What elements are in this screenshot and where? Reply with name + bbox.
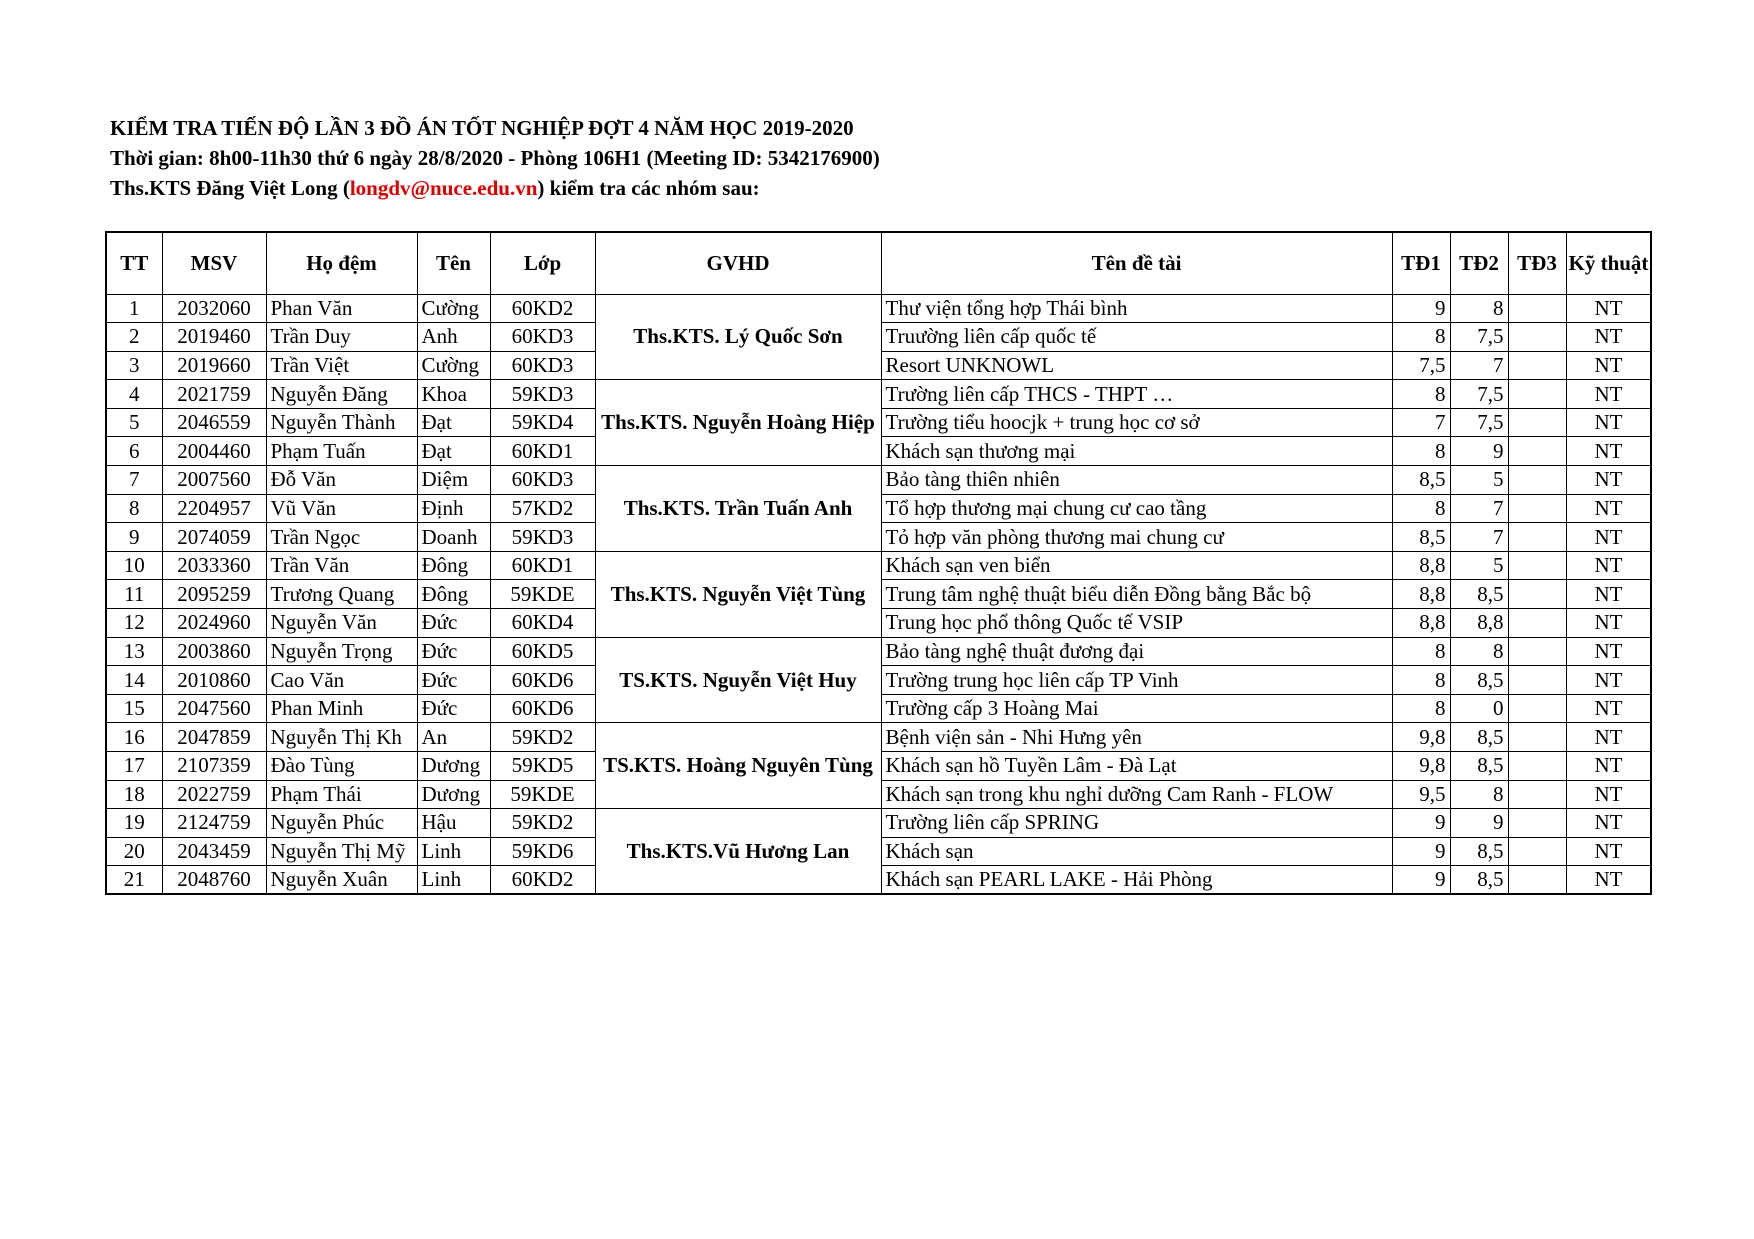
- row-tt: 5: [106, 408, 162, 437]
- col-header-tt: TT: [106, 232, 162, 294]
- row-tt: 2: [106, 323, 162, 352]
- table-header-row: [106, 232, 1651, 294]
- row-td1: 8: [1392, 437, 1450, 466]
- col-header-ho-dem: Họ đệm: [266, 232, 417, 294]
- row-ky-thuat: NT: [1566, 694, 1651, 723]
- row-td2: 5: [1450, 466, 1508, 495]
- row-td3: [1508, 523, 1566, 552]
- examiner-email-link[interactable]: longdv@nuce.edu.vn: [349, 176, 538, 200]
- row-tt: 20: [106, 837, 162, 866]
- row-ho-dem: Phạm Tuấn: [266, 437, 417, 466]
- row-td1: 9,8: [1392, 723, 1450, 752]
- row-msv: 2095259: [162, 580, 266, 609]
- row-lop: 60KD5: [490, 637, 595, 666]
- row-td2: 8,5: [1450, 837, 1508, 866]
- row-td2: 7: [1450, 523, 1508, 552]
- row-ten: Diệm: [417, 466, 490, 495]
- row-ho-dem: Trương Quang: [266, 580, 417, 609]
- row-ten: Đức: [417, 637, 490, 666]
- row-msv: 2047859: [162, 723, 266, 752]
- row-ky-thuat: NT: [1566, 323, 1651, 352]
- row-de-tai: Trường liên cấp SPRING: [881, 809, 1392, 838]
- row-ho-dem: Đỗ Văn: [266, 466, 417, 495]
- row-td3: [1508, 437, 1566, 466]
- row-ho-dem: Phan Văn: [266, 294, 417, 323]
- row-lop: 57KD2: [490, 494, 595, 523]
- row-td1: 9: [1392, 294, 1450, 323]
- row-td3: [1508, 494, 1566, 523]
- row-msv: 2204957: [162, 494, 266, 523]
- row-ten: Anh: [417, 323, 490, 352]
- row-de-tai: Thư viện tổng hợp Thái bình: [881, 294, 1392, 323]
- row-tt: 10: [106, 551, 162, 580]
- row-tt: 16: [106, 723, 162, 752]
- advisor-cell: TS.KTS. Nguyễn Việt Huy: [595, 637, 881, 723]
- row-ho-dem: Trần Ngọc: [266, 523, 417, 552]
- row-de-tai: Khách sạn thương mại: [881, 437, 1392, 466]
- row-tt: 8: [106, 494, 162, 523]
- row-ho-dem: Nguyễn Đăng: [266, 380, 417, 409]
- row-de-tai: Trường trung học liên cấp TP Vinh: [881, 666, 1392, 695]
- row-td3: [1508, 666, 1566, 695]
- col-header-msv: MSV: [162, 232, 266, 294]
- row-ky-thuat: NT: [1566, 494, 1651, 523]
- col-header-ky-thuat: Kỹ thuật: [1566, 232, 1651, 294]
- row-ky-thuat: NT: [1566, 294, 1651, 323]
- row-msv: 2048760: [162, 866, 266, 895]
- row-de-tai: Bảo tàng thiên nhiên: [881, 466, 1392, 495]
- row-td1: 7,5: [1392, 351, 1450, 380]
- row-ho-dem: Trần Duy: [266, 323, 417, 352]
- row-td3: [1508, 837, 1566, 866]
- row-td3: [1508, 551, 1566, 580]
- row-msv: 2004460: [162, 437, 266, 466]
- row-lop: 60KD3: [490, 351, 595, 380]
- table-body: [106, 294, 1651, 894]
- row-td1: 8: [1392, 380, 1450, 409]
- advisor-cell: Ths.KTS.Vũ Hương Lan: [595, 809, 881, 895]
- row-td3: [1508, 609, 1566, 638]
- row-lop: 60KD6: [490, 694, 595, 723]
- row-tt: 3: [106, 351, 162, 380]
- advisor-cell: Ths.KTS. Nguyễn Việt Tùng: [595, 551, 881, 637]
- row-de-tai: Trường tiểu hoocjk + trung học cơ sở: [881, 408, 1392, 437]
- row-ten: Đạt: [417, 437, 490, 466]
- row-tt: 12: [106, 609, 162, 638]
- row-ho-dem: Phan Minh: [266, 694, 417, 723]
- row-td3: [1508, 809, 1566, 838]
- row-ky-thuat: NT: [1566, 580, 1651, 609]
- row-ten: Đức: [417, 694, 490, 723]
- row-ky-thuat: NT: [1566, 809, 1651, 838]
- progress-table: [105, 231, 1652, 895]
- row-msv: 2003860: [162, 637, 266, 666]
- row-td1: 9: [1392, 809, 1450, 838]
- col-header-td3: TĐ3: [1508, 232, 1566, 294]
- row-msv: 2074059: [162, 523, 266, 552]
- row-msv: 2107359: [162, 752, 266, 781]
- row-ky-thuat: NT: [1566, 723, 1651, 752]
- row-lop: 59KD4: [490, 408, 595, 437]
- row-td3: [1508, 637, 1566, 666]
- row-tt: 4: [106, 380, 162, 409]
- examiner-suffix: ) kiểm tra các nhóm sau:: [537, 176, 760, 200]
- row-ten: Đạt: [417, 408, 490, 437]
- row-td2: 7,5: [1450, 408, 1508, 437]
- row-tt: 11: [106, 580, 162, 609]
- row-tt: 15: [106, 694, 162, 723]
- row-ho-dem: Đào Tùng: [266, 752, 417, 781]
- row-ten: Dương: [417, 752, 490, 781]
- row-ky-thuat: NT: [1566, 351, 1651, 380]
- row-td3: [1508, 752, 1566, 781]
- row-de-tai: Khách sạn PEARL LAKE - Hải Phòng: [881, 866, 1392, 895]
- table-row: [106, 637, 1651, 666]
- row-msv: 2007560: [162, 466, 266, 495]
- row-ten: Doanh: [417, 523, 490, 552]
- row-tt: 6: [106, 437, 162, 466]
- row-tt: 14: [106, 666, 162, 695]
- row-lop: 59KDE: [490, 580, 595, 609]
- examiner-line: [110, 173, 880, 203]
- table-row: [106, 466, 1651, 495]
- row-td2: 8: [1450, 780, 1508, 809]
- col-header-gvhd: GVHD: [595, 232, 881, 294]
- row-ky-thuat: NT: [1566, 866, 1651, 895]
- row-ho-dem: Nguyễn Thị Mỹ: [266, 837, 417, 866]
- row-lop: 59KDE: [490, 780, 595, 809]
- row-lop: 60KD3: [490, 466, 595, 495]
- row-ten: Định: [417, 494, 490, 523]
- row-ten: An: [417, 723, 490, 752]
- schedule-line: Thời gian: 8h00-11h30 thứ 6 ngày 28/8/2020 - Phòng 106H1 (Meeting ID: 5342176900): [110, 146, 880, 170]
- row-ky-thuat: NT: [1566, 666, 1651, 695]
- row-td3: [1508, 780, 1566, 809]
- row-lop: 60KD3: [490, 323, 595, 352]
- row-lop: 60KD6: [490, 666, 595, 695]
- row-ho-dem: Nguyễn Xuân: [266, 866, 417, 895]
- row-tt: 9: [106, 523, 162, 552]
- row-ky-thuat: NT: [1566, 380, 1651, 409]
- row-td2: 9: [1450, 437, 1508, 466]
- row-td2: 9: [1450, 809, 1508, 838]
- row-ho-dem: Nguyễn Trọng: [266, 637, 417, 666]
- row-td3: [1508, 694, 1566, 723]
- row-ky-thuat: NT: [1566, 780, 1651, 809]
- row-td2: 7: [1450, 351, 1508, 380]
- row-ho-dem: Nguyễn Văn: [266, 609, 417, 638]
- row-lop: 60KD1: [490, 551, 595, 580]
- row-msv: 2019460: [162, 323, 266, 352]
- row-td3: [1508, 294, 1566, 323]
- row-msv: 2046559: [162, 408, 266, 437]
- row-ky-thuat: NT: [1566, 523, 1651, 552]
- row-td2: 0: [1450, 694, 1508, 723]
- row-td2: 7,5: [1450, 323, 1508, 352]
- row-td3: [1508, 580, 1566, 609]
- row-ten: Linh: [417, 837, 490, 866]
- row-tt: 18: [106, 780, 162, 809]
- row-td2: 8,5: [1450, 866, 1508, 895]
- row-ky-thuat: NT: [1566, 551, 1651, 580]
- row-td2: 8: [1450, 637, 1508, 666]
- row-td1: 8: [1392, 666, 1450, 695]
- row-ho-dem: Nguyễn Thị Kh: [266, 723, 417, 752]
- row-ky-thuat: NT: [1566, 837, 1651, 866]
- row-msv: 2033360: [162, 551, 266, 580]
- row-td3: [1508, 408, 1566, 437]
- advisor-cell: Ths.KTS. Nguyễn Hoàng Hiệp: [595, 380, 881, 466]
- row-lop: 59KD2: [490, 809, 595, 838]
- row-td2: 8,5: [1450, 666, 1508, 695]
- row-ky-thuat: NT: [1566, 437, 1651, 466]
- row-ho-dem: Nguyễn Phúc: [266, 809, 417, 838]
- row-ho-dem: Cao Văn: [266, 666, 417, 695]
- row-td2: 8,8: [1450, 609, 1508, 638]
- row-td1: 9: [1392, 837, 1450, 866]
- row-td1: 9,8: [1392, 752, 1450, 781]
- col-header-lop: Lớp: [490, 232, 595, 294]
- row-ten: Cường: [417, 294, 490, 323]
- col-header-ten: Tên: [417, 232, 490, 294]
- row-td2: 8,5: [1450, 580, 1508, 609]
- row-td3: [1508, 866, 1566, 895]
- row-td1: 8,5: [1392, 466, 1450, 495]
- row-tt: 13: [106, 637, 162, 666]
- row-de-tai: Tổ hợp thương mại chung cư cao tầng: [881, 494, 1392, 523]
- row-ten: Đức: [417, 666, 490, 695]
- row-td2: 7: [1450, 494, 1508, 523]
- row-ho-dem: Trần Việt: [266, 351, 417, 380]
- row-de-tai: Khách sạn trong khu nghỉ dưỡng Cam Ranh - FLOW: [881, 780, 1392, 809]
- examiner-prefix: Ths.KTS Đăng Việt Long (: [110, 176, 350, 200]
- table-row: [106, 380, 1651, 409]
- row-de-tai: Tỏ hợp văn phòng thương mai chung cư: [881, 523, 1392, 552]
- row-lop: 59KD2: [490, 723, 595, 752]
- row-de-tai: Trường cấp 3 Hoàng Mai: [881, 694, 1392, 723]
- row-ho-dem: Nguyễn Thành: [266, 408, 417, 437]
- row-msv: 2124759: [162, 809, 266, 838]
- row-td3: [1508, 380, 1566, 409]
- advisor-cell: Ths.KTS. Lý Quốc Sơn: [595, 294, 881, 380]
- row-td1: 7: [1392, 408, 1450, 437]
- row-ten: Cường: [417, 351, 490, 380]
- row-ky-thuat: NT: [1566, 466, 1651, 495]
- row-ten: Đông: [417, 551, 490, 580]
- row-td3: [1508, 723, 1566, 752]
- row-tt: 17: [106, 752, 162, 781]
- row-td1: 8: [1392, 323, 1450, 352]
- row-td3: [1508, 351, 1566, 380]
- row-de-tai: Trung tâm nghệ thuật biểu diễn Đồng bằng Bắc bộ: [881, 580, 1392, 609]
- row-msv: 2043459: [162, 837, 266, 866]
- row-td3: [1508, 323, 1566, 352]
- col-header-td1: TĐ1: [1392, 232, 1450, 294]
- row-tt: 21: [106, 866, 162, 895]
- table-row: [106, 809, 1651, 838]
- row-lop: 59KD5: [490, 752, 595, 781]
- row-de-tai: Resort UNKNOWL: [881, 351, 1392, 380]
- row-td1: 8,5: [1392, 523, 1450, 552]
- row-msv: 2024960: [162, 609, 266, 638]
- table-row: [106, 551, 1651, 580]
- row-de-tai: Trường liên cấp THCS - THPT …: [881, 380, 1392, 409]
- row-td1: 9,5: [1392, 780, 1450, 809]
- row-td1: 8: [1392, 637, 1450, 666]
- row-td1: 8: [1392, 694, 1450, 723]
- row-ten: Dương: [417, 780, 490, 809]
- row-lop: 59KD3: [490, 380, 595, 409]
- row-de-tai: Truường liên cấp quốc tế: [881, 323, 1392, 352]
- row-td2: 8,5: [1450, 723, 1508, 752]
- col-header-ten-de-tai: Tên đề tài: [881, 232, 1392, 294]
- row-td1: 8,8: [1392, 609, 1450, 638]
- row-de-tai: Khách sạn hồ Tuyền Lâm - Đà Lạt: [881, 752, 1392, 781]
- row-ten: Linh: [417, 866, 490, 895]
- row-ho-dem: Trần Văn: [266, 551, 417, 580]
- row-td1: 9: [1392, 866, 1450, 895]
- row-msv: 2022759: [162, 780, 266, 809]
- col-header-td2: TĐ2: [1450, 232, 1508, 294]
- row-de-tai: Bảo tàng nghệ thuật đương đại: [881, 637, 1392, 666]
- row-tt: 1: [106, 294, 162, 323]
- row-ho-dem: Vũ Văn: [266, 494, 417, 523]
- row-ky-thuat: NT: [1566, 637, 1651, 666]
- row-td3: [1508, 466, 1566, 495]
- row-td2: 8: [1450, 294, 1508, 323]
- row-ten: Khoa: [417, 380, 490, 409]
- row-td2: 5: [1450, 551, 1508, 580]
- row-ten: Đông: [417, 580, 490, 609]
- advisor-cell: Ths.KTS. Trần Tuấn Anh: [595, 466, 881, 552]
- row-tt: 19: [106, 809, 162, 838]
- row-ky-thuat: NT: [1566, 609, 1651, 638]
- row-msv: 2032060: [162, 294, 266, 323]
- row-lop: 60KD4: [490, 609, 595, 638]
- row-lop: 59KD6: [490, 837, 595, 866]
- row-td1: 8,8: [1392, 580, 1450, 609]
- document-header: [110, 113, 880, 203]
- row-ho-dem: Phạm Thái: [266, 780, 417, 809]
- row-lop: 59KD3: [490, 523, 595, 552]
- row-td1: 8: [1392, 494, 1450, 523]
- row-ten: Đức: [417, 609, 490, 638]
- advisor-cell: TS.KTS. Hoàng Nguyên Tùng: [595, 723, 881, 809]
- row-ky-thuat: NT: [1566, 752, 1651, 781]
- row-td2: 8,5: [1450, 752, 1508, 781]
- row-ten: Hậu: [417, 809, 490, 838]
- row-tt: 7: [106, 466, 162, 495]
- row-lop: 60KD2: [490, 866, 595, 895]
- table-row: [106, 294, 1651, 323]
- row-msv: 2010860: [162, 666, 266, 695]
- table-row: [106, 723, 1651, 752]
- row-lop: 60KD1: [490, 437, 595, 466]
- row-ky-thuat: NT: [1566, 408, 1651, 437]
- row-msv: 2019660: [162, 351, 266, 380]
- row-msv: 2047560: [162, 694, 266, 723]
- document-title: KIỂM TRA TIẾN ĐỘ LẦN 3 ĐỒ ÁN TỐT NGHIỆP ĐỢT 4 NĂM HỌC 2019-2020: [110, 116, 854, 140]
- row-de-tai: Trung học phổ thông Quốc tế VSIP: [881, 609, 1392, 638]
- row-td1: 8,8: [1392, 551, 1450, 580]
- row-lop: 60KD2: [490, 294, 595, 323]
- row-td2: 7,5: [1450, 380, 1508, 409]
- row-de-tai: Khách sạn: [881, 837, 1392, 866]
- row-msv: 2021759: [162, 380, 266, 409]
- row-de-tai: Bệnh viện sản - Nhi Hưng yên: [881, 723, 1392, 752]
- row-de-tai: Khách sạn ven biển: [881, 551, 1392, 580]
